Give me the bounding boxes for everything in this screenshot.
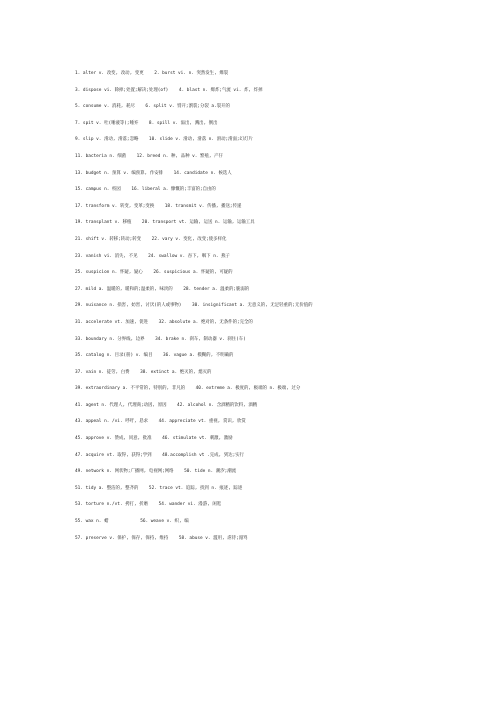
vocab-line-text: 33. boundary n. 分界线, 边界 34. brake n. 刹车, 制动器 v. 刹住(车): [75, 336, 246, 342]
vocab-line: [75, 315, 485, 332]
vocab-line-text: 57. preserve v. 保护, 保存, 保持, 维持 58. abuse v. 滥用, 虐待;谩骂: [75, 535, 248, 541]
vocab-line: [75, 182, 485, 199]
vocab-line-text: 25. suspicion n. 怀疑, 疑心 26. suspicious a. 怀疑的, 可疑的: [75, 270, 233, 276]
vocab-line: [75, 149, 485, 166]
vocab-line: [75, 365, 485, 382]
vocab-line: [75, 282, 485, 299]
vocab-line: [75, 232, 485, 249]
vocabulary-list: [75, 66, 485, 547]
vocab-line: [75, 531, 485, 548]
vocab-line: [75, 199, 485, 216]
vocab-line-text: 55. wax n. 蜡 56. weave v. 织, 编: [75, 519, 189, 525]
vocab-line-text: 13. budget n. 预算 v. 编预算, 作安排 14. candidate n. 候选人: [75, 170, 232, 176]
vocab-line: [75, 381, 485, 398]
vocab-line-text: 9. slip v. 滑动, 滑落;忽略 10. slide v. 滑动, 滑落 n. 滑动;滑面;幻灯片: [75, 137, 253, 143]
vocab-line: [75, 431, 485, 448]
vocab-line: [75, 99, 485, 116]
vocab-line: [75, 249, 485, 266]
vocab-line: [75, 481, 485, 498]
vocab-line-text: 29. nuisance n. 损害, 妨害, 讨厌(的人或事物) 30. insignificant a. 无意义的, 无足轻重的;无价值的: [75, 303, 313, 309]
vocab-line: [75, 514, 485, 531]
vocab-line: [75, 166, 485, 183]
vocab-line-text: 31. accelerate vt. 加速, 促进 32. absolute a. 绝对的, 无条件的;完全的: [75, 319, 253, 325]
vocab-line: [75, 215, 485, 232]
vocab-line: [75, 332, 485, 349]
vocab-line: [75, 83, 485, 100]
vocab-line: [75, 497, 485, 514]
vocab-line: [75, 132, 485, 149]
vocab-line-text: 3. dispose vi. 除掉;处置;解决;处理(of) 4. blast n. 爆炸;气流 vi. 炸, 炸掉: [75, 87, 263, 93]
vocab-line: [75, 298, 485, 315]
vocab-line-text: 35. catalog n. 目录(册) v. 编目 36. vague a. 模糊的, 不明确的: [75, 353, 234, 359]
vocab-line: [75, 448, 485, 465]
vocab-line-text: 39. extraordinary a. 不平常的, 特别的, 非凡的 40. extreme a. 极度的, 极端的 n. 极端, 过分: [75, 386, 301, 392]
vocab-line-text: 47. acquire vt. 取得, 获得;学到 48.accomplish vt .完成, 到达;实行: [75, 452, 244, 458]
vocab-line: [75, 414, 485, 431]
vocab-line-text: 53. torture n./vt. 拷打, 折磨 54. wander vi. 漫游, 闲逛: [75, 502, 222, 508]
vocab-line-text: 23. vanish vi. 消失, 不见 24. swallow v. 吞下, 咽下 n. 燕子: [75, 253, 230, 259]
vocab-line-text: 43. appeal n. /vi. 呼吁, 恳求 44. appreciate vt. 重视, 赏识, 欣赏: [75, 419, 246, 425]
vocab-line-text: 5. consume v. 消耗, 耗尽 6. split v. 劈开;割裂;分裂 a.裂开的: [75, 104, 230, 110]
vocab-line: [75, 66, 485, 83]
vocab-line-text: 1. alter v. 改变, 改动, 变更 2. burst vi. n. 突然发生, 爆裂: [75, 71, 229, 76]
vocab-line-text: 19. transplant v. 移植 20. transport vt. 运输, 运送 n. 运输, 运输工具: [75, 220, 255, 226]
vocab-line: [75, 348, 485, 365]
vocab-line-text: 51. tidy a. 整洁的, 整齐的 52. trace vt. 追踪, 找到 n. 痕迹, 踪迹: [75, 485, 243, 491]
vocab-line-text: 11. bacteria n. 细菌 12. breed n. 种, 品种 v. 繁殖, 产仔: [75, 153, 223, 159]
vocab-line-text: 37. vain n. 徒劳, 白费 38. extinct a. 绝灭的, 熄灭的: [75, 369, 212, 375]
vocab-line-text: 17. transform v. 转变, 变革;变换 18. transmit v. 传播, 播送;传递: [75, 203, 242, 209]
vocab-line-text: 7. spit v. 吐(唾液等);唾弃 8. spill v. 溢出, 溅出, 倒出: [75, 120, 218, 126]
vocab-line: [75, 464, 485, 481]
vocab-line-text: 41. agent n. 代理人, 代理商;动因, 原因 42. alcohol n. 含酒精的饮料, 酒精: [75, 402, 258, 408]
vocab-line: [75, 265, 485, 282]
vocab-line-text: 21. shift v. 转移;转动;转变 22. vary v. 变化, 改变;使多样化: [75, 236, 227, 242]
vocab-line-text: 45. approve v. 赞成, 同意, 批准 46. stimulate vt. 刺激, 激励: [75, 436, 233, 442]
vocab-line-text: 15. campus n. 校园 16. liberal a. 慷慨的;丰富的;自由的: [75, 187, 216, 193]
vocab-line: [75, 116, 485, 133]
vocab-line-text: 49. network n. 网状物;广播网, 电视网;网络 50. tide n. 潮汐;潮流: [75, 469, 237, 475]
vocab-line: [75, 398, 485, 415]
vocab-line-text: 27. mild a. 温暖的, 暖和的;温柔的, 味淡的 28. tender a. 温柔的;脆弱的: [75, 286, 250, 292]
